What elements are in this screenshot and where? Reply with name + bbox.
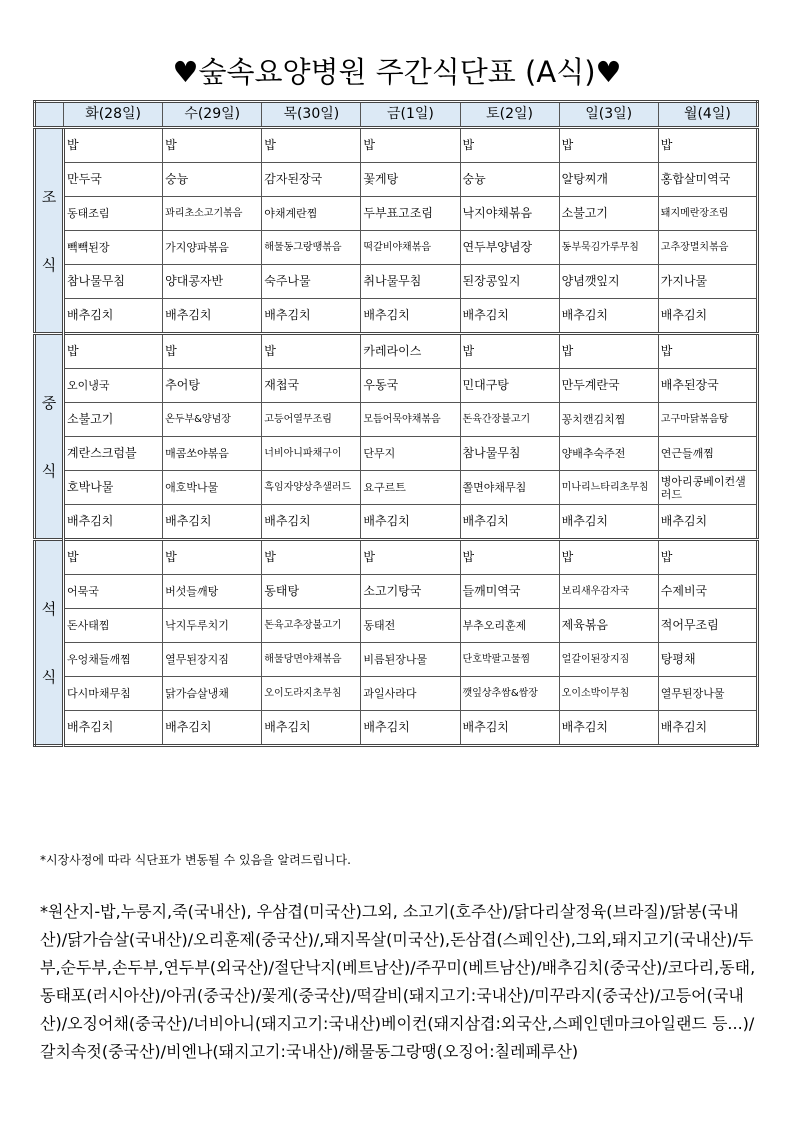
dish-cell: 들깨미역국 xyxy=(460,575,559,609)
dish-cell: 빽빽된장 xyxy=(64,231,163,265)
dish-cell: 배추김치 xyxy=(658,505,757,540)
dish-cell: 동태조림 xyxy=(64,197,163,231)
dish-cell: 애호박나물 xyxy=(163,471,262,505)
dish-cell: 가지나물 xyxy=(658,265,757,299)
dish-cell: 과일사라다 xyxy=(361,677,460,711)
dish-cell: 꽃게탕 xyxy=(361,163,460,197)
dish-cell: 적어무조림 xyxy=(658,609,757,643)
dish-cell: 동태탕 xyxy=(262,575,361,609)
menu-row xyxy=(35,677,758,711)
menu-row xyxy=(35,609,758,643)
dish-cell: 배추김치 xyxy=(658,711,757,746)
dish-cell: 돈육간장불고기 xyxy=(460,403,559,437)
dish-cell: 배추김치 xyxy=(262,711,361,746)
change-notice: *시장사정에 따라 식단표가 변동될 수 있음을 알려드립니다. xyxy=(40,853,351,867)
dish-cell: 만두계란국 xyxy=(559,369,658,403)
dish-cell: 연두부양념장 xyxy=(460,231,559,265)
dish-cell: 쫄면야채무침 xyxy=(460,471,559,505)
menu-row xyxy=(35,403,758,437)
dish-cell: 열무된장나물 xyxy=(658,677,757,711)
dish-cell: 배추김치 xyxy=(64,505,163,540)
dish-cell: 배추김치 xyxy=(460,299,559,334)
dish-cell: 배추김치 xyxy=(658,299,757,334)
dish-cell: 배추김치 xyxy=(64,711,163,746)
day-header: 금(1일) xyxy=(361,102,460,128)
dish-cell: 밥 xyxy=(262,128,361,163)
dish-cell: 부추오리훈제 xyxy=(460,609,559,643)
dish-cell: 재첩국 xyxy=(262,369,361,403)
dish-cell: 밥 xyxy=(163,540,262,575)
dish-cell: 밥 xyxy=(559,128,658,163)
dish-cell: 동태전 xyxy=(361,609,460,643)
dish-cell: 낙지야채볶음 xyxy=(460,197,559,231)
dish-cell: 숭늉 xyxy=(163,163,262,197)
dish-cell: 밥 xyxy=(163,128,262,163)
dish-cell: 배추김치 xyxy=(163,711,262,746)
menu-row xyxy=(35,471,758,505)
dish-cell: 카레라이스 xyxy=(361,334,460,369)
menu-row xyxy=(35,231,758,265)
dish-cell: 숙주나물 xyxy=(262,265,361,299)
dish-cell: 참나물무침 xyxy=(460,437,559,471)
dish-cell: 모듬어묵야채볶음 xyxy=(361,403,460,437)
day-header: 화(28일) xyxy=(64,102,163,128)
menu-row xyxy=(35,540,758,575)
dish-cell: 제육볶음 xyxy=(559,609,658,643)
dish-cell: 매콤쏘야볶음 xyxy=(163,437,262,471)
day-header: 월(4일) xyxy=(658,102,757,128)
dish-cell: 밥 xyxy=(658,540,757,575)
dish-cell: 열무된장지짐 xyxy=(163,643,262,677)
dish-cell: 야채계란찜 xyxy=(262,197,361,231)
dish-cell: 밥 xyxy=(658,128,757,163)
dish-cell: 민대구탕 xyxy=(460,369,559,403)
day-header-row xyxy=(35,102,758,128)
dish-cell: 밥 xyxy=(361,540,460,575)
dish-cell: 배추김치 xyxy=(361,299,460,334)
dish-cell: 양념깻잎지 xyxy=(559,265,658,299)
menu-row xyxy=(35,299,758,334)
dish-cell: 배추김치 xyxy=(361,711,460,746)
dish-cell: 배추김치 xyxy=(262,505,361,540)
dish-cell: 다시마채무침 xyxy=(64,677,163,711)
dish-cell: 꽈리초소고기볶음 xyxy=(163,197,262,231)
dish-cell: 닭가슴살냉채 xyxy=(163,677,262,711)
dish-cell: 추어탕 xyxy=(163,369,262,403)
dish-cell: 해물당면야채볶음 xyxy=(262,643,361,677)
dish-cell: 밥 xyxy=(559,540,658,575)
dish-cell: 우동국 xyxy=(361,369,460,403)
dish-cell: 밥 xyxy=(262,540,361,575)
dish-cell: 배추김치 xyxy=(163,505,262,540)
dish-cell: 얼갈이된장지짐 xyxy=(559,643,658,677)
dish-cell: 된장콩잎지 xyxy=(460,265,559,299)
dish-cell: 고추장멸치볶음 xyxy=(658,231,757,265)
dish-cell: 밥 xyxy=(64,540,163,575)
dish-cell: 홍합살미역국 xyxy=(658,163,757,197)
dish-cell: 요구르트 xyxy=(361,471,460,505)
dish-cell: 오이냉국 xyxy=(64,369,163,403)
dish-cell: 밥 xyxy=(361,128,460,163)
dish-cell: 만두국 xyxy=(64,163,163,197)
dish-cell: 배추김치 xyxy=(559,505,658,540)
dish-cell: 배추김치 xyxy=(559,711,658,746)
menu-row xyxy=(35,643,758,677)
dish-cell: 배추김치 xyxy=(460,505,559,540)
dish-cell: 오이도라지초무침 xyxy=(262,677,361,711)
dish-cell: 배추김치 xyxy=(361,505,460,540)
dish-cell: 취나물무침 xyxy=(361,265,460,299)
dish-cell: 밥 xyxy=(460,540,559,575)
page-title: ♥숲속요양병원 주간식단표 (A식)♥ xyxy=(172,55,622,89)
corner-cell xyxy=(35,102,64,128)
dish-cell: 계란스크럼블 xyxy=(64,437,163,471)
menu-row xyxy=(35,437,758,471)
day-header: 목(30일) xyxy=(262,102,361,128)
menu-row xyxy=(35,575,758,609)
dish-cell: 배추김치 xyxy=(163,299,262,334)
dish-cell: 밥 xyxy=(460,334,559,369)
menu-row xyxy=(35,334,758,369)
dish-cell: 양대콩자반 xyxy=(163,265,262,299)
dish-cell: 보리새우감자국 xyxy=(559,575,658,609)
menu-row xyxy=(35,265,758,299)
dish-cell: 소고기탕국 xyxy=(361,575,460,609)
dish-cell: 소불고기 xyxy=(64,403,163,437)
dish-cell: 단호박팔고물찜 xyxy=(460,643,559,677)
dish-cell: 수제비국 xyxy=(658,575,757,609)
dish-cell: 숭늉 xyxy=(460,163,559,197)
dish-cell: 밥 xyxy=(64,334,163,369)
menu-row xyxy=(35,128,758,163)
dish-cell: 깻잎상추쌈&쌈장 xyxy=(460,677,559,711)
dish-cell: 떡갈비야채볶음 xyxy=(361,231,460,265)
dish-cell: 돈육고추장불고기 xyxy=(262,609,361,643)
dish-cell: 버섯들깨탕 xyxy=(163,575,262,609)
menu-row xyxy=(35,505,758,540)
menu-row xyxy=(35,711,758,746)
dish-cell: 우엉채들깨찜 xyxy=(64,643,163,677)
dish-cell: 낙지두루치기 xyxy=(163,609,262,643)
dish-cell: 소불고기 xyxy=(559,197,658,231)
dish-cell: 밥 xyxy=(460,128,559,163)
weekly-menu-table xyxy=(33,100,759,747)
dish-cell: 배추김치 xyxy=(559,299,658,334)
menu-row xyxy=(35,163,758,197)
dish-cell: 배추김치 xyxy=(460,711,559,746)
dish-cell: 흑임자양상추샐러드 xyxy=(262,471,361,505)
dish-cell: 배추김치 xyxy=(64,299,163,334)
meal-label: 중 식 xyxy=(35,334,64,540)
menu-row xyxy=(35,197,758,231)
dish-cell: 두부표고조림 xyxy=(361,197,460,231)
dish-cell: 돼지메란장조림 xyxy=(658,197,757,231)
meal-label: 조 식 xyxy=(35,128,64,334)
day-header: 수(29일) xyxy=(163,102,262,128)
dish-cell: 알탕찌개 xyxy=(559,163,658,197)
dish-cell: 해물동그랑땡볶음 xyxy=(262,231,361,265)
dish-cell: 병아리콩베이컨샐러드 xyxy=(658,471,757,505)
dish-cell: 고등어열무조림 xyxy=(262,403,361,437)
dish-cell: 밥 xyxy=(163,334,262,369)
dish-cell: 밥 xyxy=(658,334,757,369)
dish-cell: 탕평채 xyxy=(658,643,757,677)
dish-cell: 동부묵김가루무침 xyxy=(559,231,658,265)
dish-cell: 너비아니파채구이 xyxy=(262,437,361,471)
dish-cell: 감자된장국 xyxy=(262,163,361,197)
dish-cell: 가지양파볶음 xyxy=(163,231,262,265)
dish-cell: 참나물무침 xyxy=(64,265,163,299)
day-header: 일(3일) xyxy=(559,102,658,128)
dish-cell: 배추김치 xyxy=(262,299,361,334)
dish-cell: 배추된장국 xyxy=(658,369,757,403)
dish-cell: 밥 xyxy=(559,334,658,369)
dish-cell: 호박나물 xyxy=(64,471,163,505)
dish-cell: 온두부&양념장 xyxy=(163,403,262,437)
dish-cell: 어묵국 xyxy=(64,575,163,609)
dish-cell: 오이소박이무침 xyxy=(559,677,658,711)
dish-cell: 미나리느타리초무침 xyxy=(559,471,658,505)
dish-cell: 연근들깨찜 xyxy=(658,437,757,471)
day-header: 토(2일) xyxy=(460,102,559,128)
dish-cell: 고구마닭볶음탕 xyxy=(658,403,757,437)
menu-row xyxy=(35,369,758,403)
dish-cell: 꽁치캔김치찜 xyxy=(559,403,658,437)
dish-cell: 밥 xyxy=(262,334,361,369)
dish-cell: 돈사태찜 xyxy=(64,609,163,643)
dish-cell: 양배추숙주전 xyxy=(559,437,658,471)
dish-cell: 단무지 xyxy=(361,437,460,471)
meal-label: 석 식 xyxy=(35,540,64,746)
dish-cell: 비름된장나물 xyxy=(361,643,460,677)
origin-notice: *원산지-밥,누룽지,죽(국내산), 우삼겹(미국산)그외, 소고기(호주산)/닭다리살정육(브라질)/닭봉(국내산)/닭가슴살(국내산)/오리훈제(중국산)/,돼지목살(미국산),돈삼겹(스페인산),그외,돼지고기(국내산)/두부,순두부,손두부,연두부(외국산)/절단낙지(베트남산)/주꾸미(베트남산)/배추김치(중국산)/코다리,동태,동태포(러시아산)/아귀(중국산)/꽃게(중국산)/떡갈비(돼지고기:국내산)/미꾸라지(중국산)/고등어(국내산)/오징어채(중국산)/너비아니(돼지고기:국내산)베이컨(돼지삼겹:외국산,스페인덴마크아일랜드 등...)/갈치속젓(중국산)/비엔나(돼지고기:국내산)/해물동그랑땡(오징어:칠레페루산) xyxy=(40,902,756,1061)
dish-cell: 밥 xyxy=(64,128,163,163)
